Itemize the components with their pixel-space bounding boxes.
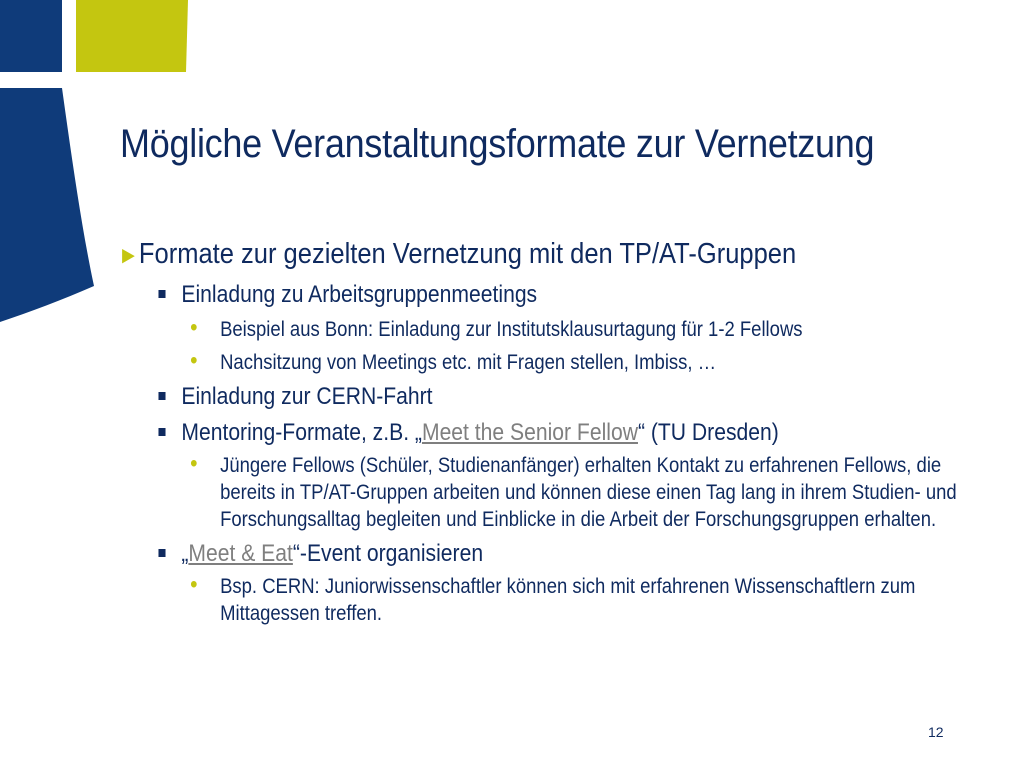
arrow-bullet-icon: ►: [118, 242, 139, 269]
list-item: Mentoring-Formate, z.B. „Meet the Senior Fellow“ (TU Dresden): [118, 418, 875, 448]
sub-list-item: • Jüngere Fellows (Schüler, Studienanfänger) erhalten Kontakt zu erfahrenen Fellows, die bereits in TP/AT-Gruppen arbeiten und können diese einen Tag lang in ihrem Studien- und Forschungsalltag begleiten und Einblicke in die Arbeit der Forschungsgruppen erhalten.: [190, 450, 957, 531]
dot-bullet-icon: •: [190, 450, 198, 477]
sub-list-item: • Bsp. CERN: Juniorwissenschaftler können sich mit erfahrenen Wissenschaftlern zum Mittagessen treffen.: [190, 571, 916, 625]
dot-bullet-icon: •: [190, 347, 198, 374]
blue-curved-shape: [0, 88, 94, 322]
list-item: „Meet & Eat“-Event organisieren: [118, 539, 875, 569]
square-bullet-icon: [158, 290, 165, 298]
sub-list-item: • Beispiel aus Bonn: Einladung zur Institutsklausurtagung für 1-2 Fellows: [190, 314, 803, 341]
yellow-top-shape: [76, 0, 188, 72]
dot-bullet-icon: •: [190, 571, 198, 598]
meet-and-eat-link[interactable]: Meet & Eat: [188, 540, 293, 567]
square-bullet-icon: [158, 428, 165, 436]
list-item: Einladung zu Arbeitsgruppenmeetings: [118, 280, 875, 310]
sub-list-item: • Nachsitzung von Meetings etc. mit Fragen stellen, Imbiss, …: [190, 347, 717, 374]
meet-senior-fellow-link[interactable]: Meet the Senior Fellow: [421, 419, 638, 446]
blue-top-square: [0, 0, 62, 72]
main-bullet: [118, 236, 875, 274]
slide-title: Mögliche Veranstaltungsformate zur Vernetzung: [120, 122, 875, 166]
main-bullet-text: Formate zur gezielten Vernetzung mit den TP/AT-Gruppen: [138, 238, 797, 270]
list-item: Einladung zur CERN-Fahrt: [118, 382, 875, 412]
square-bullet-icon: [158, 392, 165, 400]
dot-bullet-icon: •: [190, 314, 198, 341]
slide-content: [118, 236, 978, 627]
page-number: 12: [928, 724, 944, 740]
square-bullet-icon: [158, 549, 165, 557]
